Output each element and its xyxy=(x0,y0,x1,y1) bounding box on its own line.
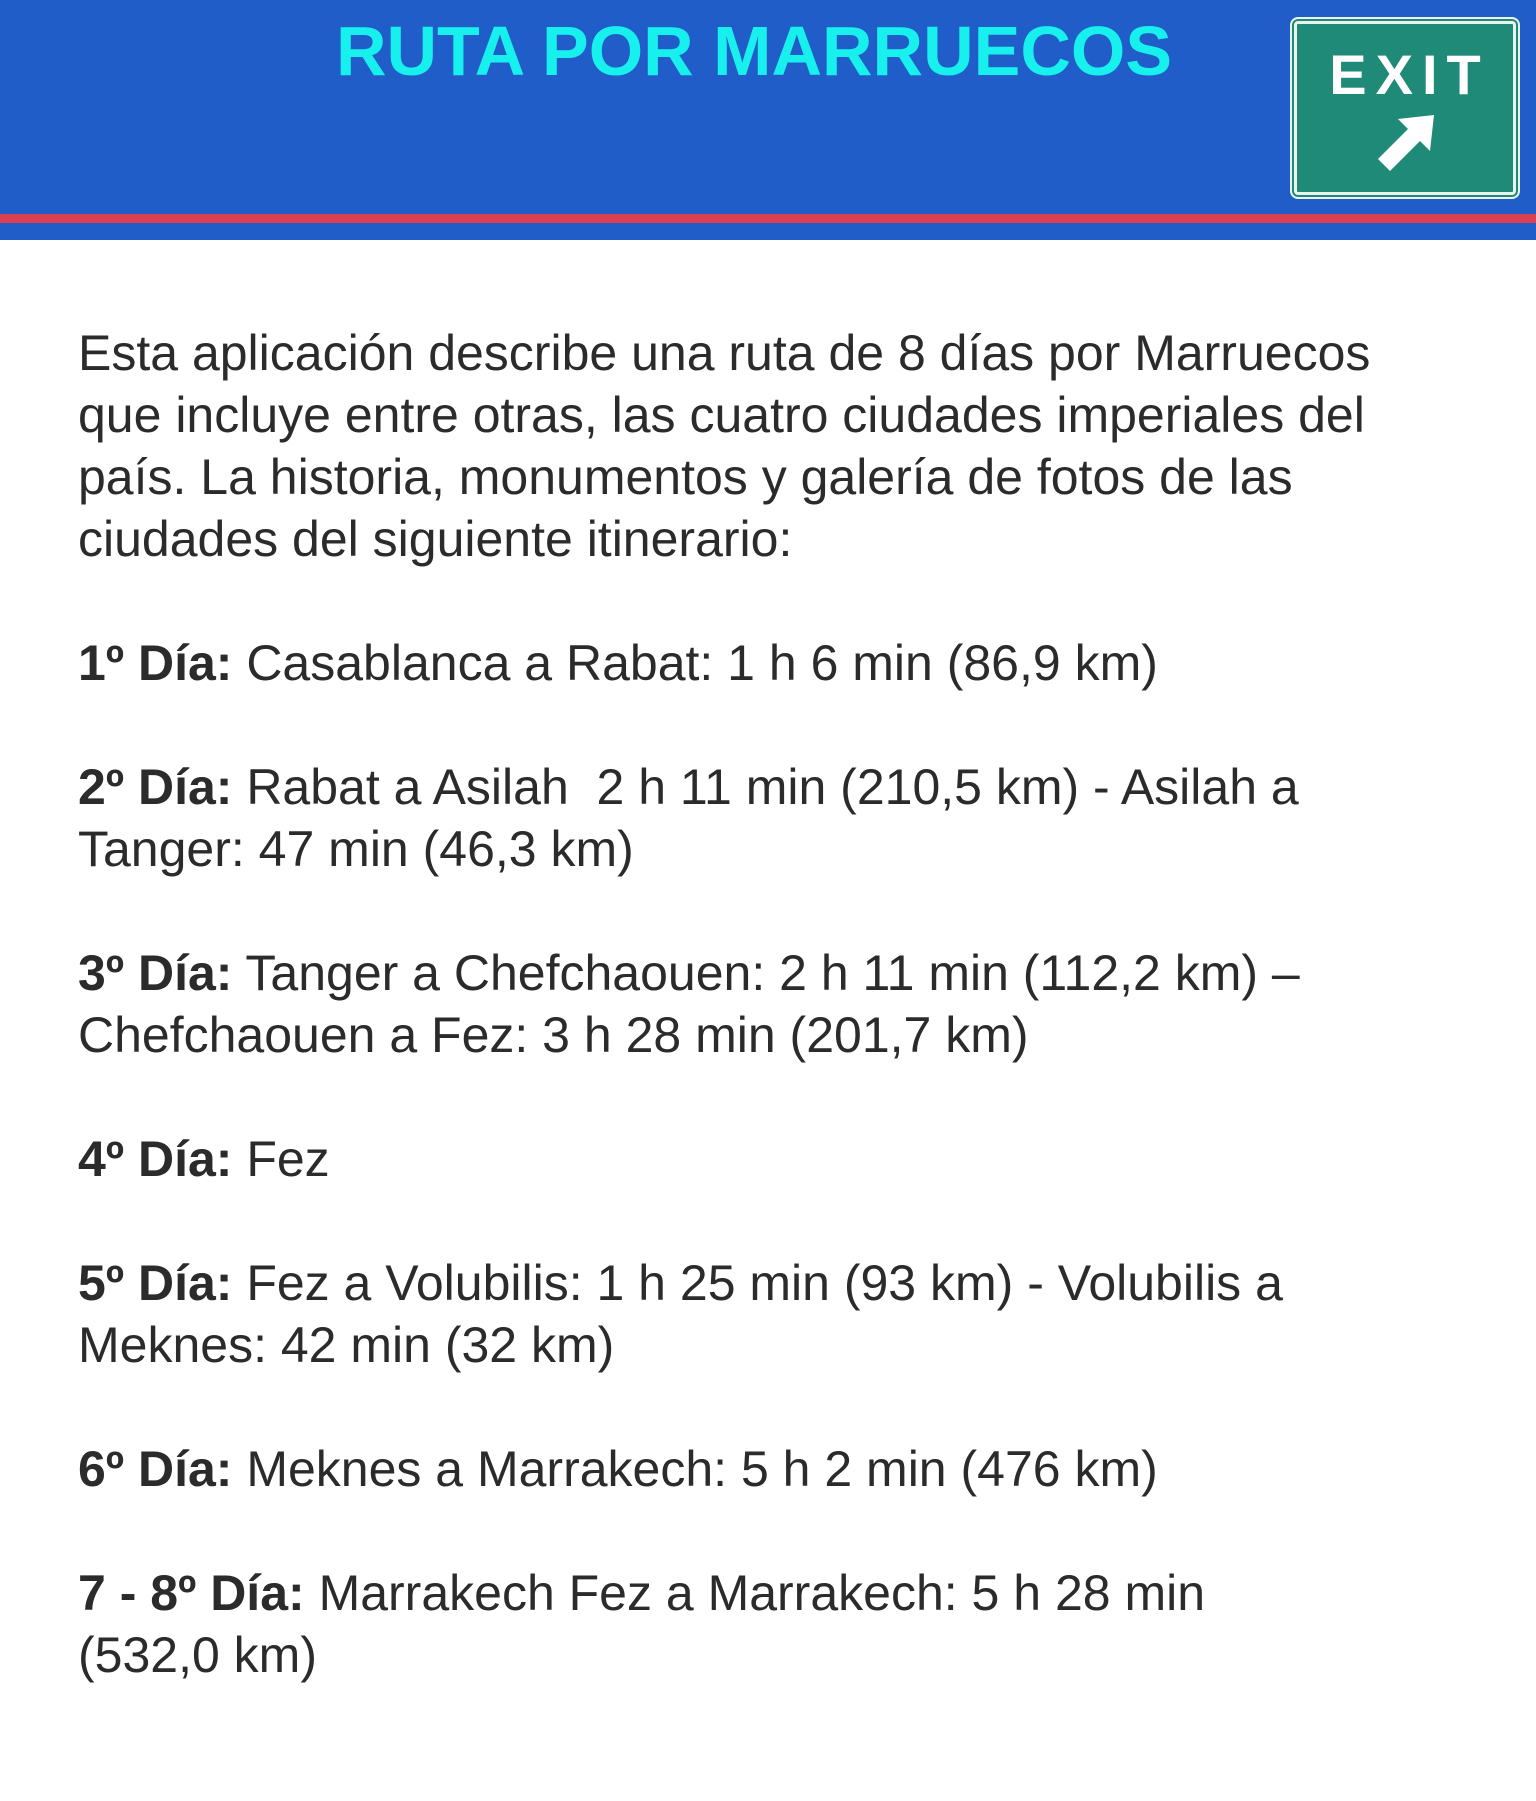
day-route-continued: Tanger: 47 min (46,3 km) xyxy=(78,821,634,877)
day-route: Rabat a Asilah 2 h 11 min (210,5 km) - Asilah a xyxy=(232,759,1299,815)
exit-label: EXIT xyxy=(1329,43,1490,106)
day-route: Fez a Volubilis: 1 h 25 min (93 km) - Volubilis a xyxy=(232,1255,1283,1311)
exit-button[interactable] xyxy=(1290,17,1520,199)
day-route: Marrakech Fez a Marrakech: 5 h 28 min xyxy=(304,1565,1206,1621)
itinerary-day-5 xyxy=(78,1252,1478,1376)
itinerary-day-7-8 xyxy=(78,1562,1478,1686)
itinerary-day-1 xyxy=(78,632,1478,694)
day-label: 3º Día: xyxy=(78,945,233,1001)
intro-text xyxy=(78,322,1478,570)
day-label: 2º Día: xyxy=(78,759,233,815)
day-label: 7 - 8º Día: xyxy=(78,1565,305,1621)
intro-line: Esta aplicación describe una ruta de 8 días por Marruecos xyxy=(78,325,1371,381)
itinerary-content xyxy=(78,322,1478,1748)
app-header xyxy=(0,0,1536,240)
intro-line: que incluye entre otras, las cuatro ciudades imperiales del xyxy=(78,387,1365,443)
day-route: Fez xyxy=(232,1131,330,1187)
day-label: 1º Día: xyxy=(78,635,233,691)
intro-line: país. La historia, monumentos y galería de fotos de las xyxy=(78,449,1293,505)
itinerary-day-6 xyxy=(78,1438,1478,1500)
page-title: RUTA POR MARRUECOS xyxy=(335,12,1173,90)
day-label: 6º Día: xyxy=(78,1441,233,1497)
intro-line: ciudades del siguiente itinerario: xyxy=(78,511,793,567)
arrow-up-right-icon xyxy=(1376,111,1438,173)
day-route-continued: (532,0 km) xyxy=(78,1627,317,1683)
itinerary-day-2 xyxy=(78,756,1478,880)
day-route: Tanger a Chefchaouen: 2 h 11 min (112,2 km) – xyxy=(232,945,1300,1001)
day-route-continued: Meknes: 42 min (32 km) xyxy=(78,1317,615,1373)
itinerary-day-3 xyxy=(78,942,1478,1066)
day-label: 5º Día: xyxy=(78,1255,233,1311)
itinerary-day-4 xyxy=(78,1128,1478,1190)
header-stripe xyxy=(0,214,1536,223)
day-route-continued: Chefchaouen a Fez: 3 h 28 min (201,7 km) xyxy=(78,1007,1029,1063)
day-label: 4º Día: xyxy=(78,1131,233,1187)
day-route: Meknes a Marrakech: 5 h 2 min (476 km) xyxy=(232,1441,1158,1497)
day-route: Casablanca a Rabat: 1 h 6 min (86,9 km) xyxy=(232,635,1158,691)
